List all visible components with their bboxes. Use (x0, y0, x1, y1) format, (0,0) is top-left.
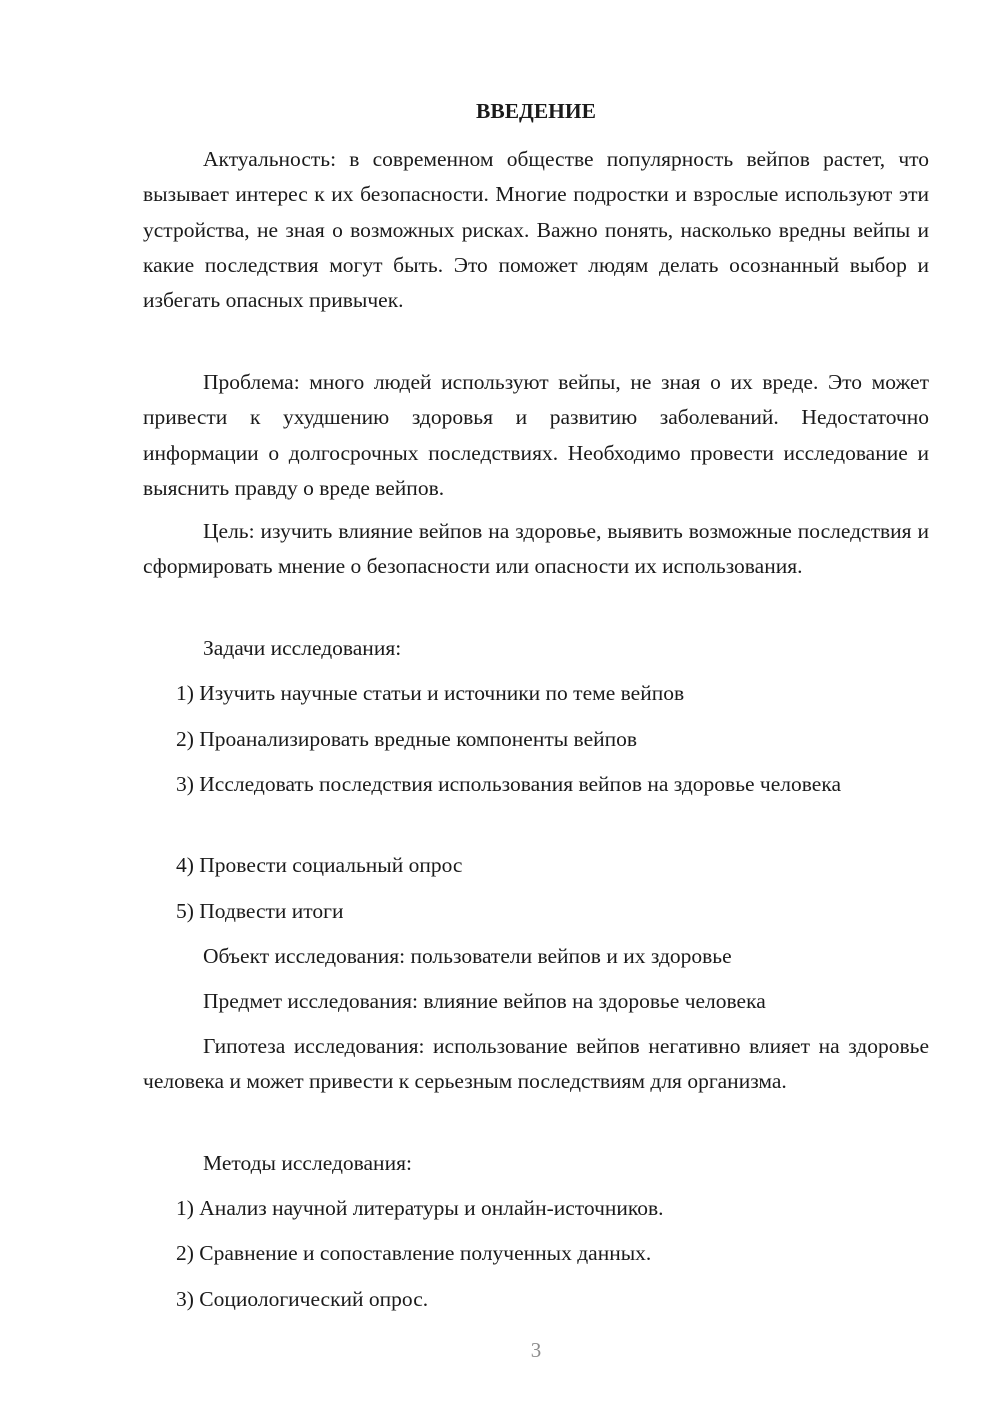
goal-paragraph: Цель: изучить влияние вейпов на здоровье, выявить возможные последствия и сформировать мнение о безопасности или опасности их использования. (143, 519, 929, 579)
tasks-heading: Задачи исследования: (203, 636, 402, 660)
task-item: 2) Проанализировать вредные компоненты вейпов (176, 727, 638, 751)
method-item: 2) Сравнение и сопоставление полученных данных. (176, 1241, 652, 1265)
task-item: 5) Подвести итоги (176, 899, 344, 923)
page-number: 3 (530, 1338, 542, 1362)
subject-paragraph: Предмет исследования: влияние вейпов на здоровье человека (203, 989, 766, 1013)
method-item: 3) Социологический опрос. (176, 1287, 429, 1311)
object-paragraph: Объект исследования: пользователи вейпов и их здоровье (203, 944, 732, 968)
problem-paragraph: Проблема: много людей используют вейпы, не зная о их вреде. Это может привести к ухудшению здоровья и развитию заболеваний. Недостаточно информации о долгосрочных последствиях. Необходимо провести исследование и выяснить правду о вреде вейпов. (143, 370, 929, 500)
task-item: 1) Изучить научные статьи и источники по теме вейпов (176, 681, 685, 705)
method-item: 1) Анализ научной литературы и онлайн-источников. (176, 1196, 664, 1220)
task-item: 4) Провести социальный опрос (176, 853, 463, 877)
section-title: ВВЕДЕНИЕ (476, 99, 596, 123)
task-item: 3) Исследовать последствия использования вейпов на здоровье человека (176, 772, 841, 796)
relevance-paragraph: Актуальность: в современном обществе популярность вейпов растет, что вызывает интерес к их безопасности. Многие подростки и взрослые используют эти устройства, не зная о возможных рисках. Важно понять, насколько вредны вейпы и какие последствия могут быть. Это поможет людям делать осознанный выбор и избегать опасных привычек. (143, 147, 929, 313)
methods-heading: Методы исследования: (203, 1151, 412, 1175)
hypothesis-paragraph: Гипотеза исследования: использование вейпов негативно влияет на здоровье человека и может привести к серьезным последствиям для организма. (143, 1034, 929, 1094)
